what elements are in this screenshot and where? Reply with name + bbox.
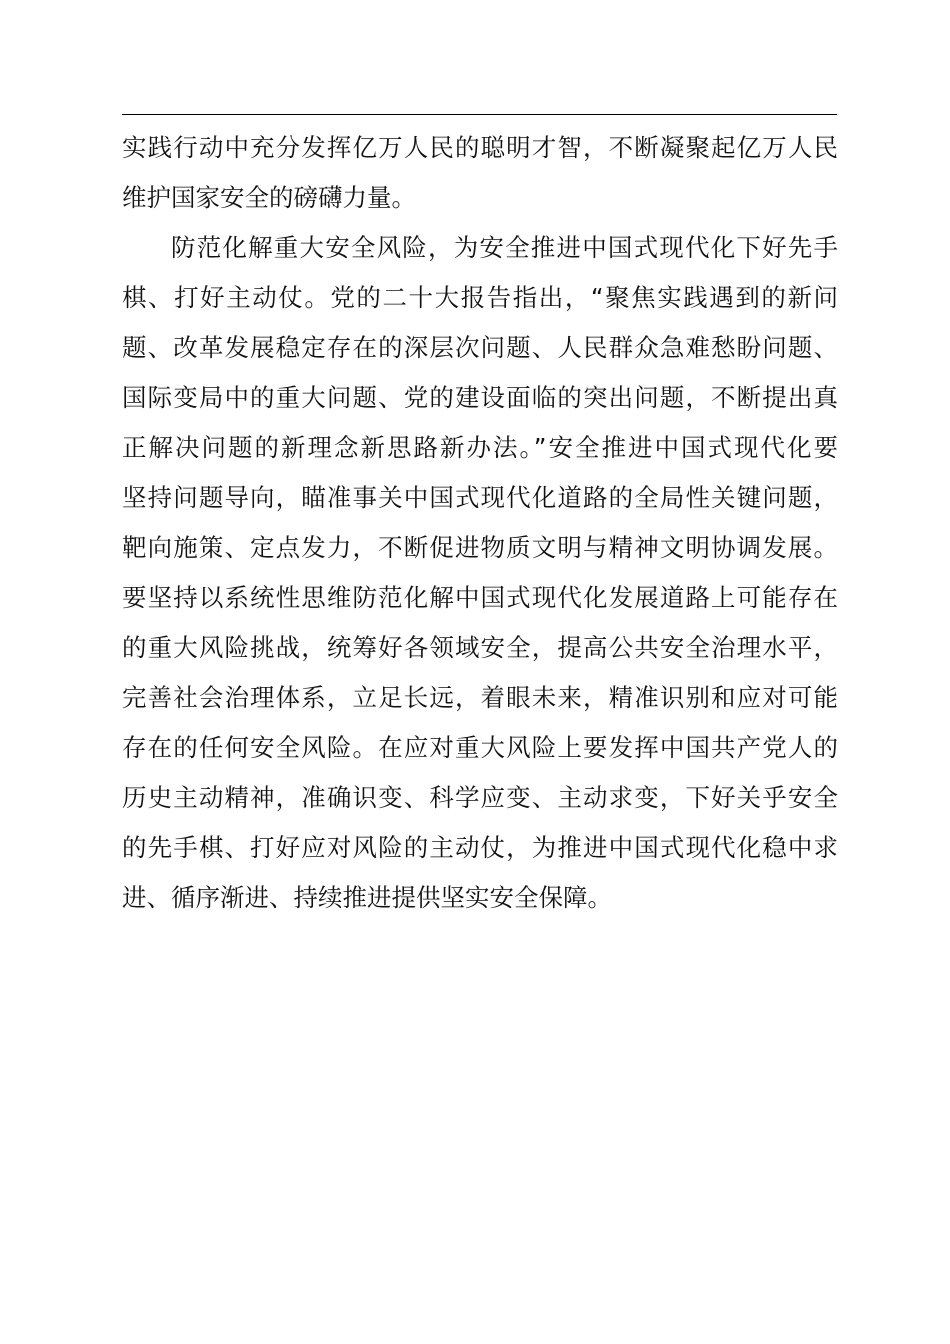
paragraph-1-line-2: 维护国家安全的磅礴力量。 bbox=[122, 183, 416, 212]
header-rule bbox=[122, 114, 837, 115]
paragraph-2-line-3: 题、改革发展稳定存在的深层次问题、人民群众急难愁盼问题、 bbox=[122, 333, 838, 362]
paragraph-2-line-7: 靶向施策、定点发力，不断促进物质文明与精神文明协调发展。 bbox=[122, 533, 838, 562]
paragraph-2-line-12: 历史主动精神，准确识变、科学应变、主动求变，下好关乎安全 bbox=[122, 783, 838, 812]
paragraph-2-line-13: 的先手棋、打好应对风险的主动仗，为推进中国式现代化稳中求 bbox=[122, 833, 838, 862]
paragraph-2-line-2: 棋、打好主动仗。党的二十大报告指出，“聚焦实践遇到的新问 bbox=[122, 283, 838, 312]
paragraph-2-line-1: 防范化解重大安全风险，为安全推进中国式现代化下好先手 bbox=[171, 233, 838, 262]
paragraph-2-line-8: 要坚持以系统性思维防范化解中国式现代化发展道路上可能存在 bbox=[122, 583, 838, 612]
paragraph-2-line-5: 正解决问题的新理念新思路新办法。”安全推进中国式现代化要 bbox=[122, 433, 838, 462]
body-text bbox=[122, 123, 838, 923]
paragraph-2-line-14: 进、循序渐进、持续推进提供坚实安全保障。 bbox=[122, 883, 612, 912]
paragraph-1-line-1: 实践行动中充分发挥亿万人民的聪明才智，不断凝聚起亿万人民 bbox=[122, 133, 838, 162]
paragraph-2-line-9: 的重大风险挑战，统筹好各领域安全，提高公共安全治理水平， bbox=[122, 633, 838, 662]
paragraph-2-line-6: 坚持问题导向，瞄准事关中国式现代化道路的全局性关键问题， bbox=[122, 483, 838, 512]
paragraph-2-line-10: 完善社会治理体系，立足长远，着眼未来，精准识别和应对可能 bbox=[122, 683, 838, 712]
paragraph-2-line-4: 国际变局中的重大问题、党的建设面临的突出问题，不断提出真 bbox=[122, 383, 838, 412]
paragraph-2-line-11: 存在的任何安全风险。在应对重大风险上要发挥中国共产党人的 bbox=[122, 733, 838, 762]
